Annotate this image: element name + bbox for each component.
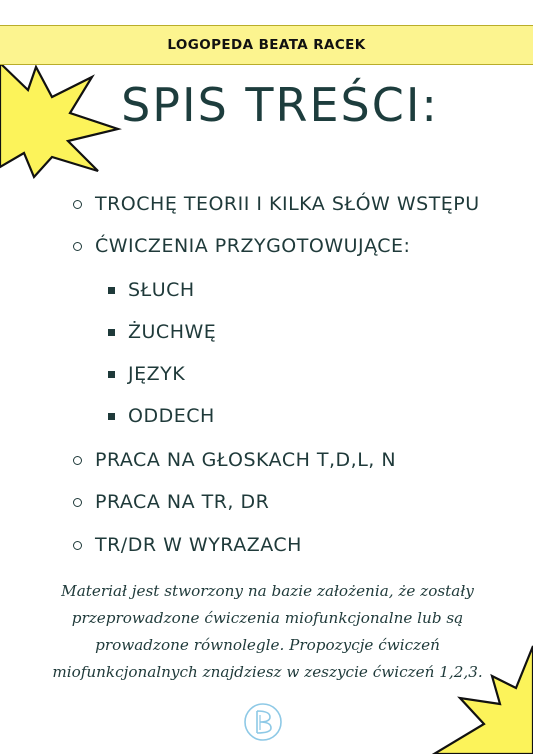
toc-subitem [108,363,185,385]
toc-item [73,193,480,215]
toc-subitem [108,321,216,343]
toc-item-label: TR/DR W WYRAZACH [95,534,302,556]
toc-item-label: ŻUCHWĘ [128,321,217,343]
banner-title: LOGOPEDA BEATA RACEK [167,37,366,53]
toc-item [73,491,269,513]
page-title: SPIS TREŚCI: [121,78,439,132]
circle-bullet-icon [73,200,82,209]
square-bullet-icon [108,413,115,420]
toc-item-label: PRACA NA TR, DR [95,491,270,513]
footnote-text: Materiał jest stworzony na bazie założenia, że zostały przeprowadzone ćwiczenia miofunkcjonalne lub są prowadzone równolegle. Propozycje ćwiczeń miofunkcjonalnych znajdziesz w zeszycie ćwiczeń 1,2,3. [52,582,483,681]
toc-item [73,449,396,471]
toc-item-label: ODDECH [128,405,215,427]
toc-item [73,534,302,556]
circle-bullet-icon [73,242,82,251]
toc-item-label: SŁUCH [128,279,195,301]
starburst-icon [430,640,533,754]
toc-item-label: JĘZYK [128,363,186,385]
circle-bullet-icon [73,498,82,507]
square-bullet-icon [108,287,115,294]
square-bullet-icon [108,329,115,336]
toc-item-label: PRACA NA GŁOSKACH T,D,L, N [95,449,397,471]
toc-subitem [108,405,215,427]
header-banner [0,25,533,65]
toc-item [73,235,410,257]
square-bullet-icon [108,371,115,378]
circle-bullet-icon [73,456,82,465]
toc-item-label: TROCHĘ TEORII I KILKA SŁÓW WSTĘPU [95,193,480,215]
toc-subitem [108,279,195,301]
circle-bullet-icon [73,541,82,550]
toc-item-label: ĆWICZENIA PRZYGOTOWUJĄCE: [95,235,411,257]
bd-monogram-logo [243,702,283,742]
